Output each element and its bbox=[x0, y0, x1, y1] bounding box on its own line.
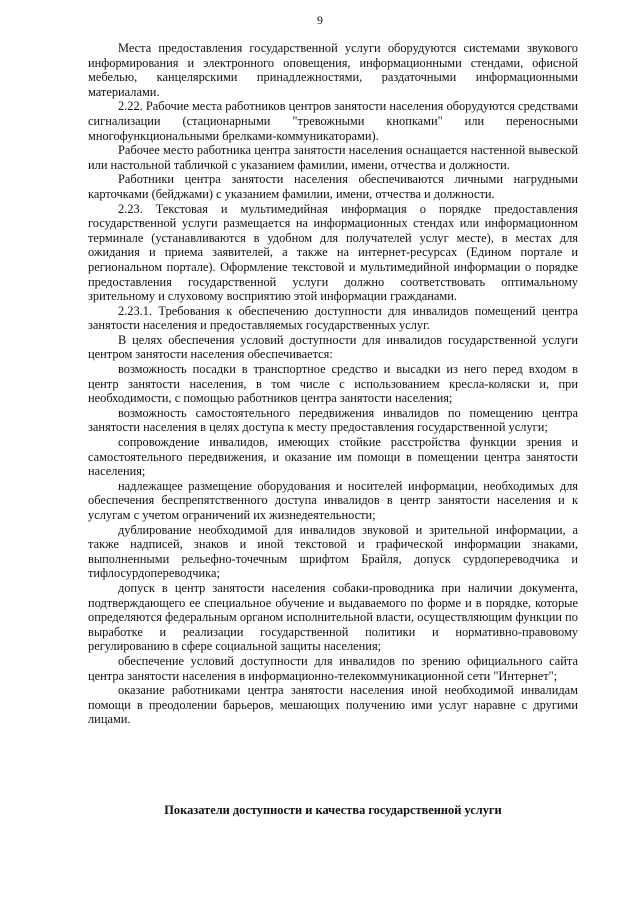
paragraph: надлежащее размещение оборудования и носителей информации, необходимых для обеспечения беспрепятственного доступа инвалидов в центр занятости населения и к услугам с учетом ограничений их жизнедеятельности; bbox=[88, 478, 578, 522]
page-number: 9 bbox=[317, 13, 323, 27]
document-body bbox=[88, 41, 578, 727]
paragraph: В целях обеспечения условий доступности для инвалидов государственной услуги центром занятости населения обеспечивается: bbox=[88, 332, 578, 362]
paragraph: Рабочее место работника центра занятости населения оснащается настенной вывеской или настольной табличкой с указанием фамилии, имени, отчества и должности. bbox=[88, 143, 578, 172]
paragraph: возможность самостоятельного передвижения инвалидов по помещению центра занятости населения в целях доступа к месту предоставления государственной услуги; bbox=[88, 405, 578, 435]
paragraph: возможность посадки в транспортное средство и высадки из него перед входом в центр занятости населения, в том числе с использованием кресла-коляски и, при необходимости, с помощью работников центра занятости населения; bbox=[88, 362, 578, 406]
paragraph: сопровождение инвалидов, имеющих стойкие расстройства функции зрения и самостоятельного передвижения, и оказание им помощи в помещении центра занятости населения; bbox=[88, 435, 578, 479]
paragraph: допуск в центр занятости населения собаки-проводника при наличии документа, подтверждающего ее специальное обучение и выдаваемого по форме и в порядке, которые определяются федеральным органом исполнительной власти, осуществляющим функции по выработке и реализации государственной политики и нормативно-правовому регулированию в сфере социальной защиты населения; bbox=[88, 580, 578, 654]
paragraph: 2.22. Рабочие места работников центров занятости населения оборудуются средствами сигнализации (стационарными "тревожными кнопками" или переносными многофункциональными брелками-коммуникаторами). bbox=[88, 99, 578, 143]
paragraph: 2.23.1. Требования к обеспечению доступности для инвалидов помещений центра занятости населения и предоставляемых государственных услуг. bbox=[88, 303, 578, 333]
paragraph: Места предоставления государственной услуги оборудуются системами звукового информирования и электронного оповещения, информационными стендами, офисной мебелью, канцелярскими принадлежностями, раздаточными информационными материалами. bbox=[88, 41, 578, 99]
paragraph: Работники центра занятости населения обеспечиваются личными нагрудными карточками (бейджами) с указанием фамилии, имени, отчества и должности. bbox=[88, 172, 578, 201]
paragraph: обеспечение условий доступности для инвалидов по зрению официального сайта центра занятости населения в информационно-телекоммуникационной сети "Интернет"; bbox=[88, 653, 578, 683]
section-heading: Показатели доступности и качества государственной услуги bbox=[164, 803, 502, 817]
paragraph: 2.23. Текстовая и мультимедийная информация о порядке предоставления государственной услуги размещается на информационных стендах или информационном терминале (устанавливаются в удобном для получателей услуг месте), в местах для ожидания и приема заявителей, а также на интернет-ресурсах (Едином портале и региональном портале). Оформление текстовой и мультимедийной информации о порядке предоставления государственной услуги должно соответствовать оптимальному зрительному и слуховому восприятию этой информации гражданами. bbox=[88, 201, 578, 304]
paragraph: дублирование необходимой для инвалидов звуковой и зрительной информации, а также надписей, знаков и иной текстовой и графической информации знаками, выполненными рельефно-точечным шрифтом Брайля, допуск сурдопереводчика и тифлосурдопереводчика; bbox=[88, 522, 578, 581]
paragraph: оказание работниками центра занятости населения иной необходимой инвалидам помощи в преодолении барьеров, мешающих получению ими услуг наравне с другими лицами. bbox=[88, 683, 578, 727]
